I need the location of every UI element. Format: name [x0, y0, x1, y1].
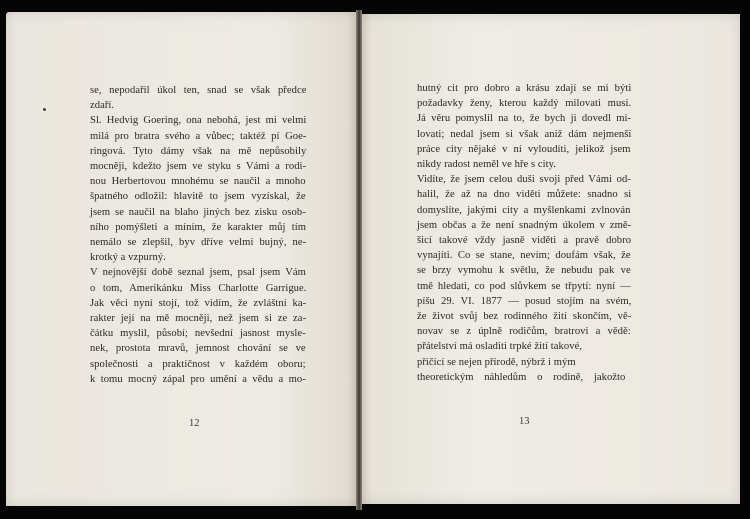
text-line: ního pomýšleti a míním, že karakter můj tím: [90, 221, 307, 233]
text-line: mocněji, kdežto jsem ve styku s Vámi a rodi-: [90, 161, 307, 173]
text-line: k tomu mocný zápal pro umění a vědu a mo-: [90, 373, 306, 385]
text-line: Já věru pomyslil na to, že bych ji dovedl mi-: [417, 113, 632, 125]
text-line: theoretickým náhledům o rodině, jakožto: [417, 371, 626, 383]
text-line: šicí takové vždy jasně viděti a pravě dobro: [417, 235, 632, 247]
text-line: společnosti a praktičnost v každém oboru;: [90, 358, 306, 370]
text-line: přátelství má osladiti trpké žití takové,: [417, 341, 583, 353]
text-line: domyslíte, jakými city a myšlenkami zvlnován: [417, 204, 631, 216]
text-line: jsem se naučil na blaho jiných bez zisku osob-: [90, 206, 306, 218]
text-line: Sl. Hedvig Goering, ona nebohá, jest mi velmi: [90, 115, 307, 127]
text-line: přičící se nejen přírodě, nýbrž i mým: [417, 356, 576, 368]
margin-mark: [43, 108, 46, 111]
text-line: se, nepodařil úkol ten, snad se však předce: [90, 85, 307, 96]
text-line: špatného odložil: hlavitě to jsem vyzískal, že: [90, 191, 306, 203]
text-line: se brzy vymohu k světlu, že nebudu pak ve: [417, 265, 631, 277]
text-line: zdaří.: [90, 100, 115, 112]
text-line: požadavky ženy, kterou každý milovati musí.: [417, 98, 632, 110]
text-line: V nejnovější době seznal jsem, psal jsem Vám: [90, 267, 306, 279]
right-page-number: 13: [519, 416, 530, 427]
text-line: nou Herbertovou mnohému se naučil a mnoho: [90, 176, 306, 188]
text-line: ringová. Tyto dámy však na mě nepůsobily: [90, 145, 307, 157]
text-line: vynajíti. Co se stane, nevím; doufám však, že: [417, 250, 631, 262]
text-line: milá pro bratra svého a vůbec; taktéž pí Goe-: [90, 130, 307, 142]
text-line: nikdy radost neměl ve hře s city.: [417, 159, 556, 171]
text-line: krotký a vzpurný.: [90, 252, 166, 264]
text-line: rakter její na mě mocněji, než jsem si ze za-: [90, 313, 307, 325]
left-page-text: [90, 83, 306, 387]
book-gutter: [356, 10, 362, 510]
text-line: tmě hledati, co pod slůvkem se třpytí: nyní —: [417, 280, 631, 292]
text-line: píšu 29. VI. 1877 — posud stojím na svém,: [417, 295, 632, 307]
text-line: Jak věci nyní stojí, tož vidím, že zvláštní ka-: [90, 297, 307, 309]
left-page-number: 12: [189, 418, 200, 429]
text-line: nek, prostota mravů, jemnost chování se ve: [90, 343, 306, 355]
right-page-text: [417, 81, 631, 385]
text-line: halil, že až na dno viděti můžete: snadno si: [417, 189, 632, 201]
text-line: čátku myslil, působí; nevšední jasnost mysle-: [90, 328, 306, 340]
text-line: nemálo se zlepšil, byv dříve velmi bujný, ne-: [90, 237, 307, 249]
text-line: jsem občas a že není snadným úkolem v změ-: [417, 219, 632, 231]
text-line: Vidíte, že jsem celou duši svoji před Vámi od-: [417, 174, 631, 186]
text-line: novav se z úplně rodičům, bratrovi a vědě:: [417, 326, 631, 338]
text-line: o tom, Amerikánku Miss Charlotte Garrigue.: [90, 282, 307, 294]
text-line: že život svůj bez rodinného žití skončím, vě-: [417, 311, 632, 323]
text-line: lovati; nedal jsem si však aniž dám nejmenší: [417, 128, 632, 140]
text-line: hutný cit pro dobro a krásu zdají se mi býti: [417, 83, 632, 94]
text-line: práce city nějaké v ní vyloudíti, jelikož jsem: [417, 143, 631, 155]
